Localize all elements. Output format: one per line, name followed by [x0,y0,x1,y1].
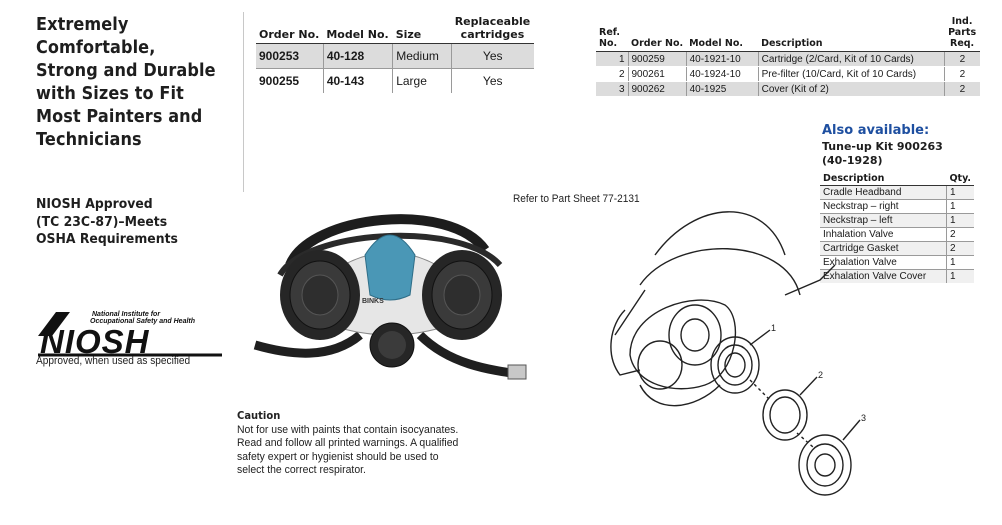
description: Cartridge (2/Card, Kit of 10 Cards) [758,52,944,67]
qty: 1 [946,270,974,284]
niosh-logo-line1: National Institute for [92,311,161,318]
model-no: 40-1925 [686,82,758,97]
caution-title: Caution [237,410,281,422]
order-col-header: Order No. [256,15,323,44]
qty: 2 [946,228,974,242]
size-col-header: Size [393,15,452,44]
model-col-header: Model No. [323,15,392,44]
order-no: 900262 [628,82,686,97]
description: Exhalation Valve [820,256,946,270]
parts-table [596,16,980,97]
callout-1: 1 [771,323,777,333]
description: Neckstrap – right [820,200,946,214]
qty: 1 [946,186,974,200]
order-no: 900261 [628,67,686,82]
description: Exhalation Valve Cover [820,270,946,284]
exploded-diagram [585,195,885,520]
model-no: 40-143 [323,69,392,94]
order-table [256,15,534,93]
description-col-header: Description [820,173,946,186]
cartridges: Yes [452,69,535,94]
refer-note: Refer to Part Sheet 77-2131 [513,193,640,205]
size: Medium [393,44,452,69]
qty: 2 [946,242,974,256]
qty: 1 [946,214,974,228]
table-row [256,69,534,94]
qty: 2 [944,82,980,97]
caution-line: safety expert or hygienist should be used to [237,450,439,463]
also-available-title: Also available: [822,123,930,138]
qty: 1 [946,200,974,214]
respirator-photo [250,195,540,400]
order-col-header: Order No. [628,16,686,52]
description: Cartridge Gasket [820,242,946,256]
table-row [596,52,980,67]
cartridges: Yes [452,44,535,69]
description: Pre-filter (10/Card, Kit of 10 Cards) [758,67,944,82]
size: Large [393,69,452,94]
qty: 1 [946,256,974,270]
qty-col-header: Qty. [946,173,974,186]
callout-3: 3 [861,413,867,423]
model-no: 40-128 [323,44,392,69]
caution-line: Read and follow all printed warnings. A qualified [237,437,459,449]
niosh-logo-line2: Occupational Safety and Health [90,318,196,325]
description-col-header: Description [758,16,944,52]
qty-col-header: Ind. Parts Req. [944,16,980,52]
caution-line: Not for use with paints that contain isocyanates. [237,423,459,436]
qty: 2 [944,67,980,82]
brand-label: BINKS [362,298,384,305]
cartridges-col-header: Replaceable cartridges [452,15,535,44]
logo-caption: Approved, when used as specified [36,355,191,367]
ref-no: 3 [596,82,628,97]
headline: Extremely Comfortable, Strong and Durable with Sizes to Fit Most Painters and Technicians [36,15,216,150]
caution-note [237,410,513,478]
ref-no: 1 [596,52,628,67]
table-row [596,82,980,97]
callout-2: 2 [818,370,824,380]
order-no: 900253 [256,44,323,69]
description: Inhalation Valve [820,228,946,242]
niosh-logo [36,306,236,358]
caution-line: select the correct respirator. [237,464,366,476]
model-no: 40-1924-10 [686,67,758,82]
description: Neckstrap – left [820,214,946,228]
ref-col-header: Ref. No. [596,16,628,52]
description: Cover (Kit of 2) [758,82,944,97]
column-divider [243,12,244,192]
ref-no: 2 [596,67,628,82]
niosh-wordmark: NIOSH [40,323,150,358]
order-no: 900259 [628,52,686,67]
qty: 2 [944,52,980,67]
table-row [596,67,980,82]
table-row [256,44,534,69]
description: Cradle Headband [820,186,946,200]
model-col-header: Model No. [686,16,758,52]
approval-statement: NIOSH Approved (TC 23C-87)–Meets OSHA Requirements [36,196,178,247]
order-no: 900255 [256,69,323,94]
model-no: 40-1921-10 [686,52,758,67]
tune-up-kit-title: Tune-up Kit 900263 (40-1928) [822,140,943,167]
